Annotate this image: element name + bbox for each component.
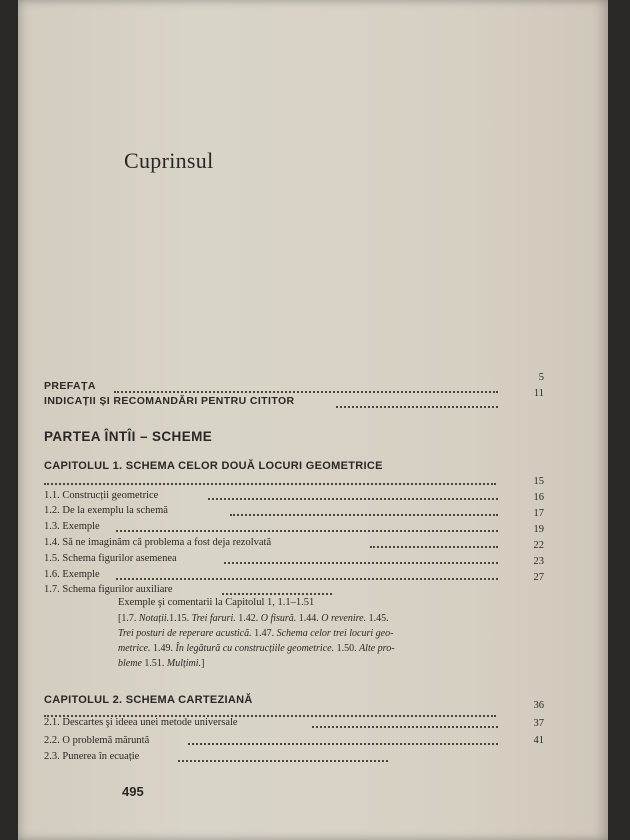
- toc-page-preface: 5: [538, 372, 544, 383]
- toc-page-1-1: 16: [533, 492, 544, 503]
- toc-section-1-1: 1.1. Construcții geometrice: [44, 490, 159, 501]
- note-text: Trei posturi de reperare acustică.: [118, 628, 252, 639]
- toc-page-2-2: 41: [533, 735, 544, 746]
- dot-leader: [44, 473, 496, 485]
- chapter-2-page: 36: [533, 700, 544, 711]
- toc-page-2-1: 37: [533, 718, 544, 729]
- chapter-1-page: 15: [533, 476, 544, 487]
- toc-section-1-5: 1.5. Schema figurilor asemenea: [44, 553, 177, 564]
- toc-section-2-1: 2.1. Descartes şi ideea unei metode universale: [44, 717, 238, 728]
- toc-page-1-6: 27: [533, 572, 544, 583]
- note-text: Trei faruri.: [191, 613, 236, 624]
- note-text: Notații.: [138, 613, 170, 624]
- toc-entry-reader-guidance: INDICAȚII ȘI RECOMANDĂRI PENTRU CITITOR: [44, 395, 295, 407]
- note-text: [1.7.: [118, 613, 139, 624]
- note-text: O revenire.: [321, 613, 367, 624]
- dot-leader: [116, 520, 498, 532]
- note-text: 1.15.: [169, 613, 192, 624]
- note-text: ]: [201, 658, 205, 669]
- toc-section-2-2: 2.2. O problemă măruntă: [44, 735, 150, 746]
- part-heading: PARTEA ÎNTÎI – SCHEME: [44, 429, 213, 444]
- toc-section-1-7: 1.7. Schema figurilor auxiliare: [44, 584, 173, 595]
- toc-page-1-5: 23: [533, 556, 544, 567]
- dot-leader: [312, 716, 498, 728]
- dot-leader: [222, 583, 332, 595]
- note-text: 1.50.: [334, 643, 360, 654]
- dot-leader: [114, 381, 498, 393]
- note-text: bleme: [118, 658, 142, 669]
- note-text: 1.44.: [296, 613, 322, 624]
- dot-leader: [178, 750, 388, 762]
- toc-page-1-3: 19: [533, 524, 544, 535]
- notes-line-2: [118, 628, 508, 639]
- note-text: Alte pro-: [359, 643, 395, 654]
- toc-entry-preface: PREFAȚA: [44, 380, 96, 392]
- note-text: 1.49.: [150, 643, 176, 654]
- toc-page-reader-guidance: 11: [533, 388, 544, 399]
- note-text: 1.42.: [235, 613, 261, 624]
- notes-line-3: [118, 643, 508, 654]
- toc-page-1-2: 17: [533, 508, 544, 519]
- dot-leader: [370, 536, 498, 548]
- toc-section-1-6: 1.6. Exemple: [44, 569, 100, 580]
- note-text: O fisură.: [260, 613, 297, 624]
- note-text: 1.45.: [366, 613, 389, 624]
- dot-leader: [116, 568, 498, 580]
- notes-line-4: [118, 658, 508, 669]
- note-text: Mulțimi.: [166, 658, 202, 669]
- notes-line-1: [118, 613, 508, 624]
- chapter-1-heading: CAPITOLUL 1. SCHEMA CELOR DOUĂ LOCURI GEOMETRICE: [44, 460, 383, 472]
- note-text: metrice.: [118, 643, 151, 654]
- dot-leader: [208, 488, 498, 500]
- toc-section-2-3: 2.3. Punerea în ecuație: [44, 751, 140, 762]
- dot-leader: [224, 552, 498, 564]
- page-number: 495: [122, 784, 144, 799]
- note-text: 1.47.: [251, 628, 277, 639]
- dot-leader: [188, 733, 498, 745]
- dot-leader: [230, 504, 498, 516]
- toc-section-1-4: 1.4. Să ne imaginăm că problema a fost deja rezolvată: [44, 537, 272, 548]
- examples-heading: Exemple şi comentarii la Capitolul 1, 1.1–1.51: [118, 597, 315, 608]
- dot-leader: [336, 396, 498, 408]
- chapter-2-heading: CAPITOLUL 2. SCHEMA CARTEZIANĂ: [44, 694, 253, 706]
- page-title: Cuprinsul: [124, 148, 214, 173]
- book-page: [18, 0, 608, 840]
- note-text: În legătură cu construcțiile geometrice.: [175, 643, 335, 654]
- note-text: 1.51.: [141, 658, 167, 669]
- toc-section-1-2: 1.2. De la exemplu la schemă: [44, 505, 168, 516]
- toc-page-1-4: 22: [533, 540, 544, 551]
- toc-section-1-3: 1.3. Exemple: [44, 521, 100, 532]
- note-text: Schema celor trei locuri geo-: [276, 628, 394, 639]
